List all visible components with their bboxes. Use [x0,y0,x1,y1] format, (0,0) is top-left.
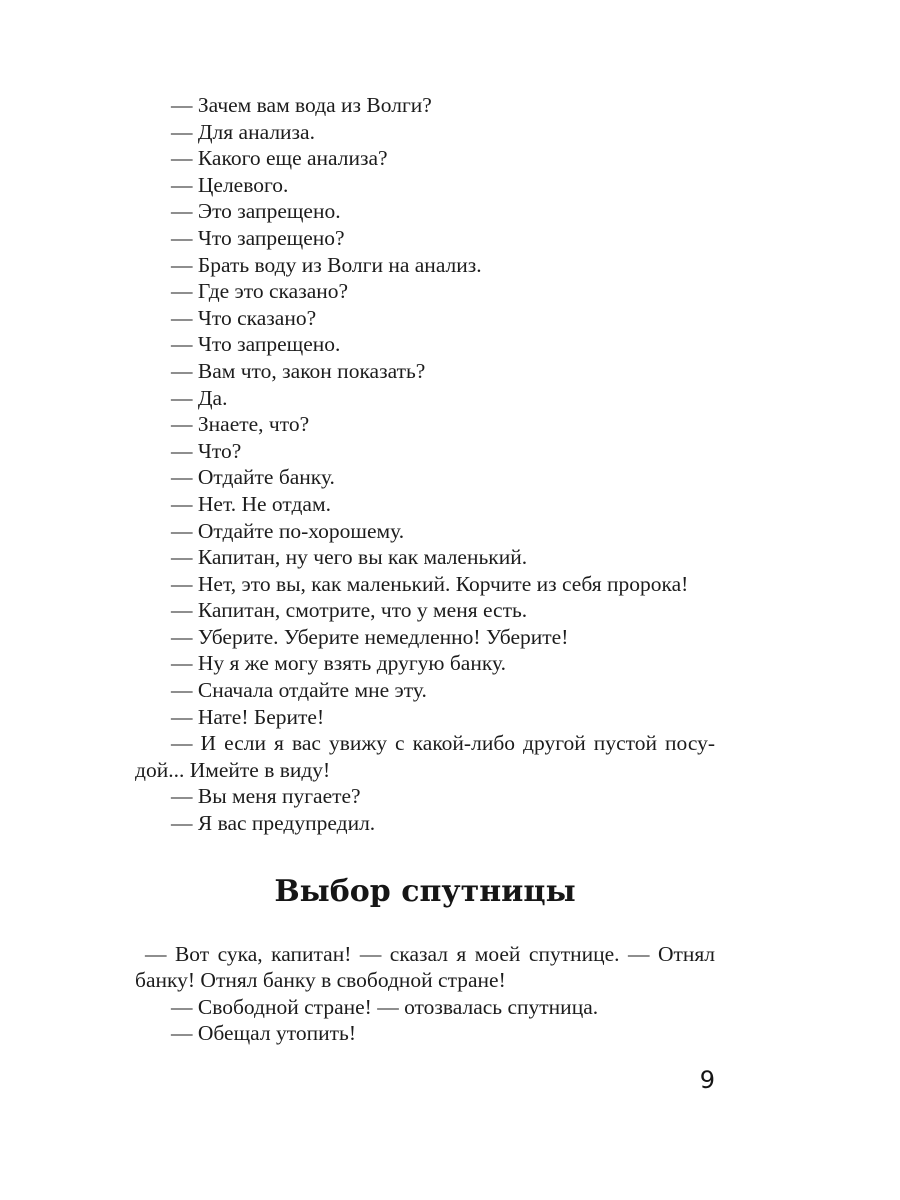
text-line: — Вы меня пугаете? [171,784,361,809]
text-line: — Нет. Не отдам. [171,491,331,516]
text-line: — Целевого. [171,172,289,197]
text-line: — Отдайте по-хорошему. [171,518,405,543]
page-number: 9 [699,1066,715,1094]
text-line: — И если я вас увижу с какой-либо другой пустой посу- [171,731,715,756]
dialogue-block [135,92,715,837]
text-line: — Для анализа. [171,119,315,144]
text-line: — Нате! Берите! [171,704,325,729]
text-line: банку! Отнял банку в свободной стране! [135,968,506,993]
text-line: — Это запрещено. [171,199,341,224]
text-line: дой... Имейте в виду! [135,757,331,782]
text-line: — Вот сука, капитан! — сказал я моей спутнице. — Отнял [145,941,715,966]
text-line: — Капитан, ну чего вы как маленький. [171,545,528,570]
text-line: — Отдайте банку. [171,465,335,490]
text-line: — Обещал утопить! [171,1021,356,1046]
text-line: — Да. [171,385,228,410]
text-column [135,92,715,1095]
chapter-heading: Выбор спутницы [274,873,576,909]
text-line: — Капитан, смотрите, что у меня есть. [171,598,528,623]
text-line: — Свободной стране! — отозвалась спутница. [171,994,599,1019]
text-line: — Зачем вам вода из Волги? [171,93,432,117]
text-line: — Нет, это вы, как маленький. Корчите из себя пророка! [171,571,689,596]
text-line: — Брать воду из Волги на анализ. [171,252,482,277]
text-line: — Что? [171,438,242,463]
text-line: — Уберите. Уберите немедленно! Уберите! [171,624,569,649]
text-line: — Я вас предупредил. [171,811,376,836]
text-line: — Знаете, что? [171,412,310,437]
text-line: — Ну я же могу взять другую банку. [171,651,506,676]
text-line: — Какого еще анализа? [171,146,388,171]
opening-paragraphs [135,941,715,1047]
text-line: — Где это сказано? [171,279,349,304]
text-line: — Что запрещено. [171,332,341,357]
text-line: — Что запрещено? [171,225,345,250]
text-line: — Что сказано? [171,305,317,330]
text-line: — Вам что, закон показать? [171,358,426,383]
text-line: — Сначала отдайте мне эту. [171,678,427,703]
